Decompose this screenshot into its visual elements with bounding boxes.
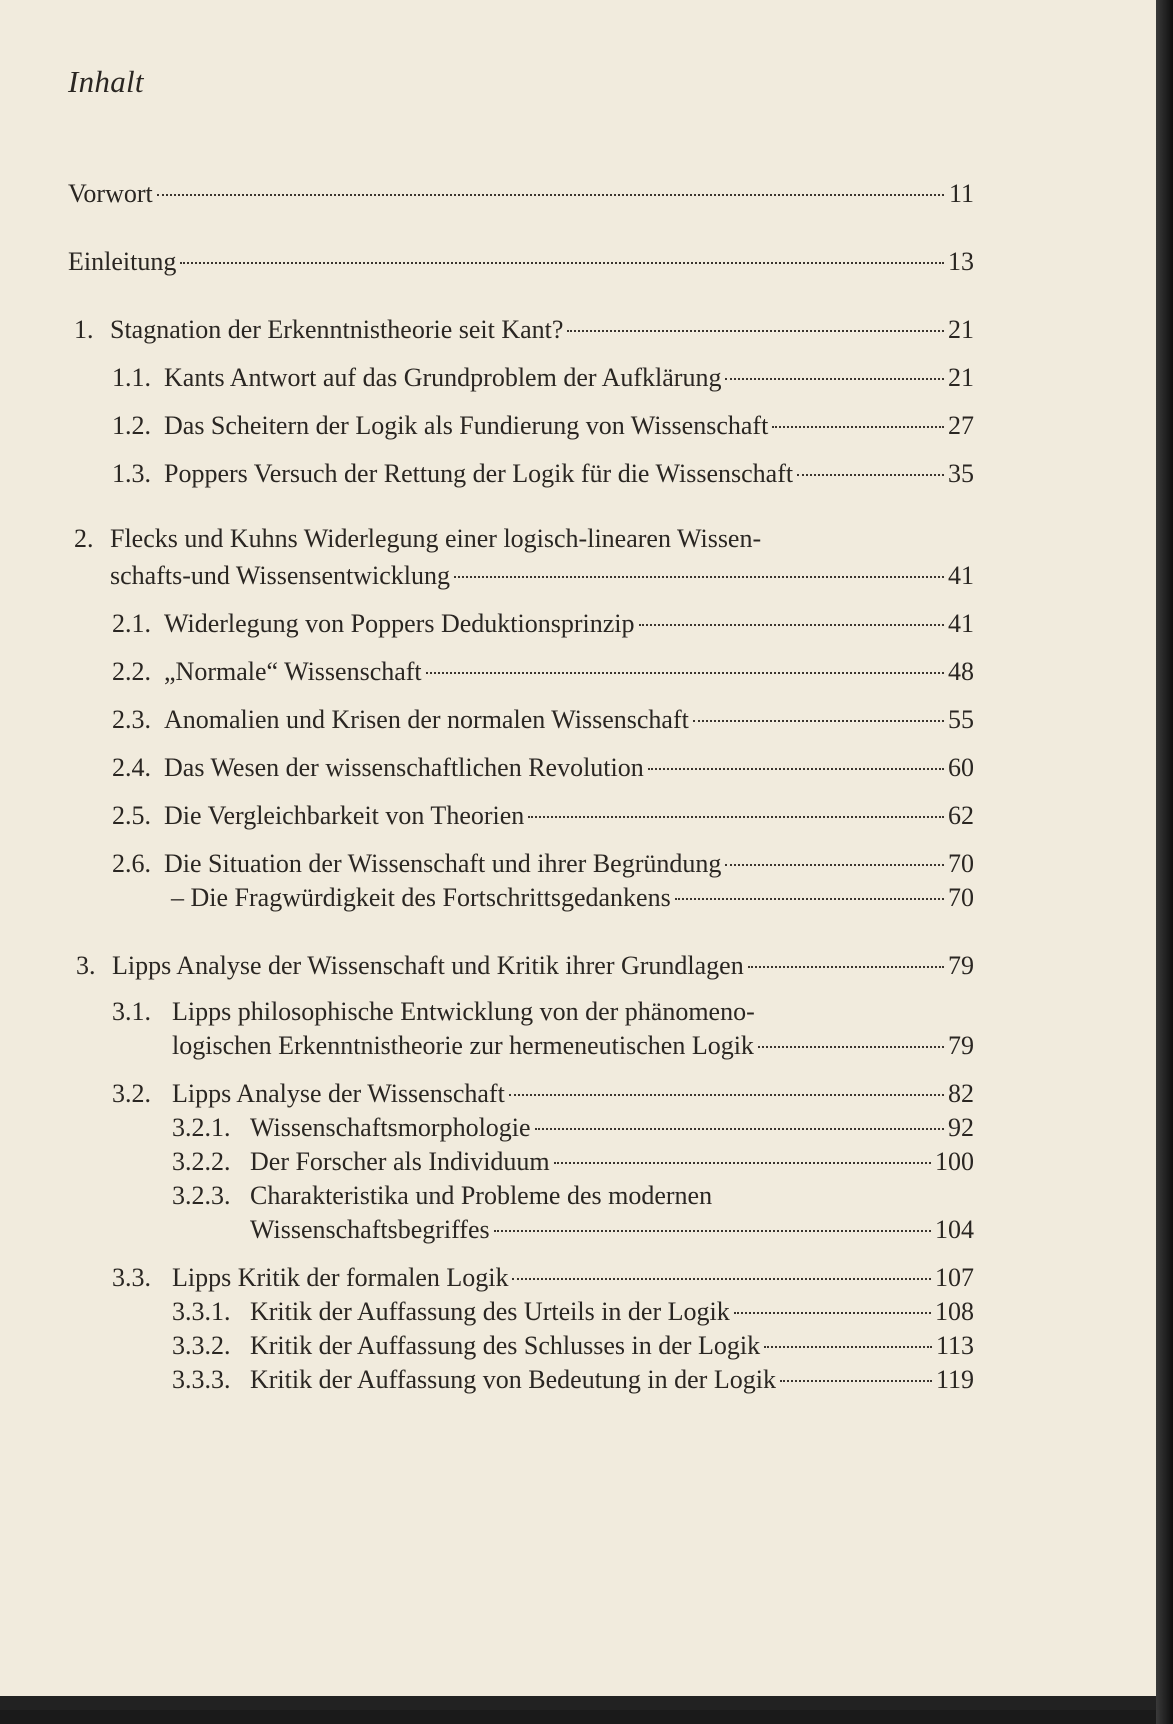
section-number: 3.2.2. [172, 1147, 231, 1176]
section-number: 3.3.2. [172, 1331, 231, 1360]
section-number: 3. [76, 951, 96, 980]
page-number: 62 [948, 801, 974, 830]
dot-leader [797, 474, 944, 476]
entry-title-line1: Lipps philosophische Entwicklung von der phänomeno- [172, 997, 755, 1026]
entry-title: Vorwort [68, 179, 153, 208]
toc-entry [112, 1030, 974, 1062]
page-number: 70 [948, 849, 974, 878]
page-number: 21 [948, 315, 974, 344]
page-number: 79 [948, 1031, 974, 1060]
page-number: 92 [948, 1113, 974, 1142]
toc-entry [112, 1262, 974, 1294]
toc-entry-first-line [172, 1180, 712, 1212]
section-number: 3.3. [112, 1263, 151, 1292]
toc-entry [172, 1364, 974, 1396]
dot-leader [639, 624, 945, 626]
page-bottom-edge [0, 1696, 1156, 1710]
entry-title: Wissenschaftsbegriffes [250, 1215, 490, 1244]
section-number: 3.2.3. [172, 1181, 231, 1210]
section-number: 3.2.1. [172, 1113, 231, 1142]
toc-entry [112, 704, 974, 736]
dot-leader [157, 194, 944, 196]
entry-title: schafts-und Wissensentwicklung [110, 561, 451, 590]
entry-title-line1: Charakteristika und Probleme des modernen [250, 1181, 713, 1210]
entry-title: – Die Fragwürdigkeit des Fortschrittsgedankens [171, 883, 671, 912]
entry-title: Die Situation der Wissenschaft und ihrer Begründung [164, 849, 722, 878]
dot-leader [426, 672, 944, 674]
entry-title: Kritik der Auffassung des Urteils in der Logik [250, 1297, 730, 1326]
page-number: 107 [935, 1263, 974, 1292]
page-number: 104 [935, 1215, 974, 1244]
section-number: 2.6. [112, 849, 151, 878]
page-number: 48 [948, 657, 974, 686]
toc-entry [68, 178, 974, 210]
toc-entry [112, 362, 974, 394]
entry-title: Einleitung [68, 247, 177, 276]
entry-title: Wissenschaftsmorphologie [250, 1113, 531, 1142]
dot-leader [780, 1380, 932, 1382]
section-number: 2. [74, 524, 94, 553]
entry-title: Das Wesen der wissenschaftlichen Revolution [164, 753, 644, 782]
toc-entry [74, 314, 974, 346]
page-number: 79 [948, 951, 974, 980]
section-number: 1.1. [112, 363, 151, 392]
toc-entry [172, 1330, 974, 1362]
dot-leader [454, 576, 944, 578]
dot-leader [758, 1046, 944, 1048]
section-number: 3.3.1. [172, 1297, 231, 1326]
toc-entry [172, 1296, 974, 1328]
section-number: 3.1. [112, 997, 151, 1026]
toc-entry [172, 1146, 974, 1178]
toc-entry [112, 752, 974, 784]
toc-entry [112, 800, 974, 832]
dot-leader [675, 898, 944, 900]
dot-leader [725, 378, 944, 380]
entry-title: Das Scheitern der Logik als Fundierung von Wissenschaft [164, 411, 769, 440]
section-number: 2.2. [112, 657, 151, 686]
entry-title: „Normale“ Wissenschaft [164, 657, 422, 686]
dot-leader [554, 1162, 931, 1164]
section-number: 3.3.3. [172, 1365, 231, 1394]
entry-title: logischen Erkenntnistheorie zur hermeneutischen Logik [172, 1031, 754, 1060]
dot-leader [494, 1230, 931, 1232]
page-title: Inhalt [68, 64, 144, 99]
entry-title: Die Vergleichbarkeit von Theorien [164, 801, 525, 830]
dot-leader [528, 816, 944, 818]
entry-title: Poppers Versuch der Rettung der Logik für die Wissenschaft [164, 459, 794, 488]
toc-entry-first-line [112, 996, 755, 1028]
entry-title: Kritik der Auffassung von Bedeutung in der Logik [250, 1365, 776, 1394]
page-number: 27 [948, 411, 974, 440]
entry-title: Kants Antwort auf das Grundproblem der Aufklärung [164, 363, 722, 392]
page-number: 55 [948, 705, 974, 734]
section-number: 1.3. [112, 459, 151, 488]
section-number: 2.5. [112, 801, 151, 830]
page-number: 119 [935, 1365, 974, 1394]
page-number: 35 [948, 459, 974, 488]
entry-title: Widerlegung von Poppers Deduktionsprinzip [164, 609, 635, 638]
section-number: 1. [74, 315, 94, 344]
toc-entry [172, 1214, 974, 1246]
page-number: 41 [948, 561, 974, 590]
dot-leader [180, 262, 944, 264]
dot-leader [509, 1094, 944, 1096]
entry-title: Stagnation der Erkenntnistheorie seit Kant? [110, 315, 564, 344]
entry-title: Der Forscher als Individuum [250, 1147, 550, 1176]
page-number: 82 [948, 1079, 974, 1108]
toc-entry [112, 410, 974, 442]
entry-title: Lipps Analyse der Wissenschaft und Kritik ihrer Grundlagen [112, 951, 744, 980]
section-number: 3.2. [112, 1079, 151, 1108]
dot-leader [725, 864, 944, 866]
toc-entry-first-line [74, 523, 761, 555]
page-number: 100 [935, 1147, 974, 1176]
entry-title-line1: Flecks und Kuhns Widerlegung einer logisch-linearen Wissen- [110, 524, 762, 553]
entry-title: Anomalien und Krisen der normalen Wissenschaft [164, 705, 689, 734]
dot-leader [748, 966, 944, 968]
toc-entry [112, 608, 974, 640]
toc-entry [112, 848, 974, 880]
dot-leader [734, 1312, 931, 1314]
dot-leader [693, 720, 944, 722]
dot-leader [764, 1346, 932, 1348]
toc-entry [112, 458, 974, 490]
dot-leader [535, 1128, 944, 1130]
page-number: 113 [935, 1331, 974, 1360]
section-number: 1.2. [112, 411, 151, 440]
section-number: 2.3. [112, 705, 151, 734]
entry-title: Lipps Analyse der Wissenschaft [172, 1079, 505, 1108]
toc-entry [112, 656, 974, 688]
dot-leader [648, 768, 944, 770]
toc-entry [112, 1078, 974, 1110]
page-number: 21 [948, 363, 974, 392]
dot-leader [567, 330, 944, 332]
section-number: 2.4. [112, 753, 151, 782]
entry-title: Kritik der Auffassung des Schlusses in der Logik [250, 1331, 761, 1360]
page-number: 108 [935, 1297, 974, 1326]
page-number: 41 [948, 609, 974, 638]
page-number: 11 [948, 179, 974, 208]
dot-leader [512, 1278, 931, 1280]
book-spine-edge [1156, 0, 1173, 1724]
dot-leader [772, 426, 944, 428]
page-number: 13 [948, 247, 974, 276]
entry-title: Lipps Kritik der formalen Logik [172, 1263, 509, 1292]
toc-entry [171, 882, 974, 914]
page-number: 60 [948, 753, 974, 782]
page-number: 70 [948, 883, 974, 912]
toc-entry [68, 246, 974, 278]
toc-entry [74, 560, 974, 592]
toc-entry [172, 1112, 974, 1144]
section-number: 2.1. [112, 609, 151, 638]
toc-entry [76, 950, 974, 982]
